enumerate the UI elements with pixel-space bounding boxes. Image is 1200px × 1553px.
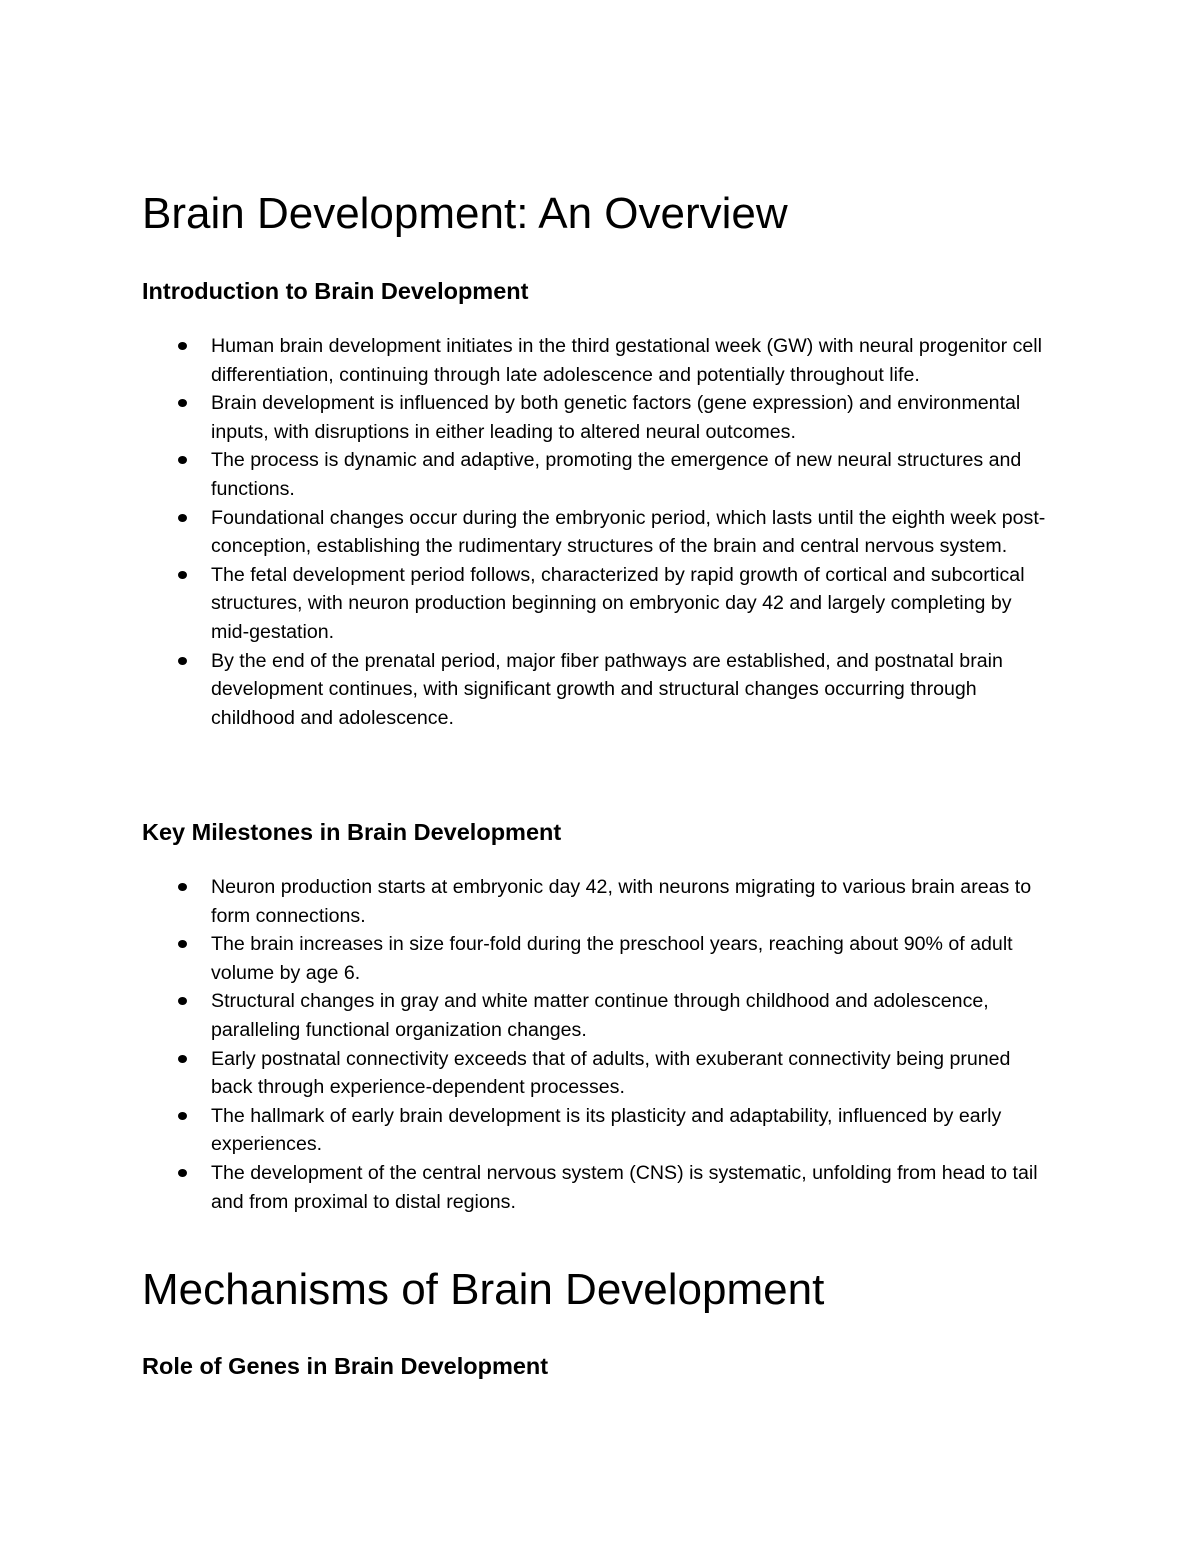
section-heading-introduction: Introduction to Brain Development bbox=[142, 278, 529, 304]
list-item: Neuron production starts at embryonic day 42, with neurons migrating to various brain areas to form connections. bbox=[142, 873, 1052, 930]
list-item: The fetal development period follows, characterized by rapid growth of cortical and subcortical structures, with neuron production beginning on embryonic day 42 and largely completing by mid-gestation. bbox=[142, 561, 1052, 647]
list-item: Structural changes in gray and white matter continue through childhood and adolescence, paralleling functional organization changes. bbox=[142, 987, 1052, 1044]
list-item: Foundational changes occur during the embryonic period, which lasts until the eighth week post-conception, establishing the rudimentary structures of the brain and central nervous system. bbox=[142, 504, 1052, 561]
bullet-list-introduction bbox=[142, 332, 1052, 732]
list-item: The brain increases in size four-fold during the preschool years, reaching about 90% of adult volume by age 6. bbox=[142, 930, 1052, 987]
bullet-icon bbox=[178, 1112, 187, 1120]
list-item: Human brain development initiates in the third gestational week (GW) with neural progenitor cell differentiation, continuing through late adolescence and potentially throughout life. bbox=[142, 332, 1052, 389]
list-item: The development of the central nervous system (CNS) is systematic, unfolding from head to tail and from proximal to distal regions. bbox=[142, 1159, 1052, 1216]
bullet-icon bbox=[178, 883, 187, 891]
bullet-icon bbox=[178, 342, 187, 350]
bullet-icon bbox=[178, 940, 187, 948]
section-heading-genes: Role of Genes in Brain Development bbox=[142, 1353, 549, 1379]
list-item: Early postnatal connectivity exceeds that of adults, with exuberant connectivity being pruned back through experience-dependent processes. bbox=[142, 1045, 1052, 1102]
bullet-list-milestones bbox=[142, 873, 1052, 1216]
bullet-icon bbox=[178, 1055, 187, 1063]
bullet-icon bbox=[178, 1169, 187, 1177]
bullet-icon bbox=[178, 514, 187, 522]
section-title-mechanisms: Mechanisms of Brain Development bbox=[142, 1265, 825, 1314]
list-item: The hallmark of early brain development is its plasticity and adaptability, influenced by early experiences. bbox=[142, 1102, 1052, 1159]
list-item: Brain development is influenced by both genetic factors (gene expression) and environmental inputs, with disruptions in either leading to altered neural outcomes. bbox=[142, 389, 1052, 446]
bullet-icon bbox=[178, 997, 187, 1005]
bullet-icon bbox=[178, 571, 187, 579]
list-item: By the end of the prenatal period, major fiber pathways are established, and postnatal brain development continues, with significant growth and structural changes occurring through childhood and adolescence. bbox=[142, 647, 1052, 733]
bullet-icon bbox=[178, 456, 187, 464]
section-heading-milestones: Key Milestones in Brain Development bbox=[142, 819, 562, 845]
document-title: Brain Development: An Overview bbox=[142, 189, 788, 238]
list-item: The process is dynamic and adaptive, promoting the emergence of new neural structures and functions. bbox=[142, 446, 1052, 503]
bullet-icon bbox=[178, 399, 187, 407]
bullet-icon bbox=[178, 657, 187, 665]
